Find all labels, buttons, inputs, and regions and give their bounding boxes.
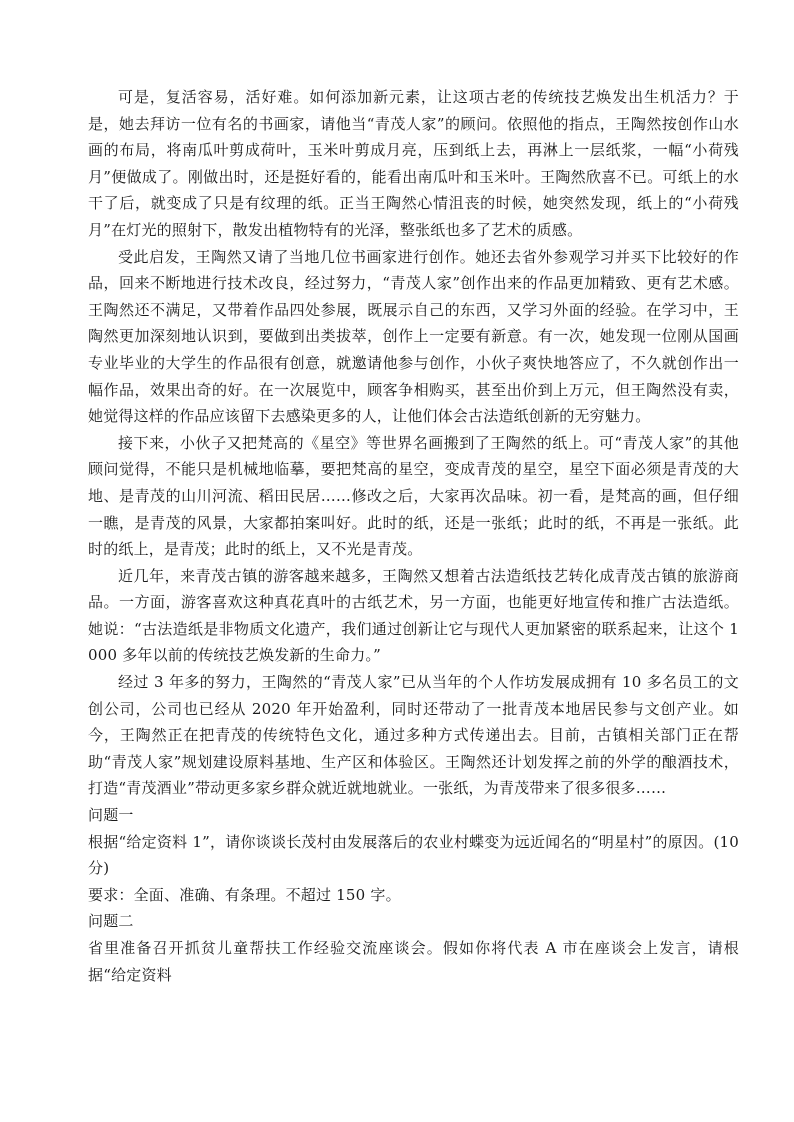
article-paragraph-4: 近几年，来青茂古镇的游客越来越多，王陶然又想着古法造纸技艺转化成青茂古镇的旅游商品。一方面，游客喜欢这种真花真叶的古纸艺术，另一方面，也能更好地宣传和推广古法造纸。她说：“古法造纸是非物质文化遗产，我们通过创新让它与现代人更加紧密的联系起来，让这个 1000 多年以前的传统技艺焕发新的生命力。” bbox=[88, 566, 739, 665]
article-paragraph-5: 经过 3 年多的努力，王陶然的“青茂人家”已从当年的个人作坊发展成拥有 10 多名员工的文创公司，公司也已经从 2020 年开始盈利，同时还带动了一批青茂本地居民参与文创产业。如今，王陶然正在把青茂的传统特色文化，通过多种方式传递出去。目前，古镇相关部门正在帮助“青茂人家”规划建设原料基地、生产区和体验区。王陶然还计划发挥之前的外学的酿酒技术，打造“青茂酒业”带动更多家乡群众就近就地就业。一张纸，为青茂带来了很多很多…… bbox=[88, 673, 739, 798]
question-1-label: 问题一 bbox=[88, 806, 134, 825]
question-2-text: 省里准备召开抓贫儿童帮扶工作经验交流座谈会。假如你将代表 A 市在座谈会上发言，请根据“给定资料 bbox=[88, 939, 739, 984]
question-1-requirement: 要求：全面、准确、有条理。不超过 150 字。 bbox=[88, 885, 401, 904]
article-paragraph-2: 受此启发，王陶然又请了当地几位书画家进行创作。她还去省外参观学习并买下比较好的作品，回来不断地进行技术改良，经过努力，“青茂人家”创作出来的作品更加精致、更有艺术感。王陶然还不满足，又带着作品四处参展，既展示自己的东西，又学习外面的经验。在学习中，王陶然更加深刻地认识到，要做到出类拔萃，创作上一定要有新意。有一次，她发现一位刚从国画专业毕业的大学生的作品很有创意，就邀请他参与创作，小伙子爽快地答应了，不久就创作出一幅作品，效果出奇的好。在一次展览中，顾客争相购买，甚至出价到上万元，但王陶然没有卖，她觉得这样的作品应该留下去感染更多的人，让他们体会古法造纸创新的无穷魅力。 bbox=[88, 247, 739, 426]
article-paragraph-1: 可是，复活容易，活好难。如何添加新元素，让这项古老的传统技艺焕发出生机活力？于是，她去拜访一位有名的书画家，请他当“青茂人家”的顾问。依照他的指点，王陶然按创作山水画的布局，将南瓜叶剪成荷叶，玉米叶剪成月亮，压到纸上去，再淋上一层纸浆，一幅“小荷残月”便做成了。刚做出时，还是挺好看的，能看出南瓜叶和玉米叶。王陶然欣喜不已。可纸上的水干了后，就变成了只是有纹理的纸。正当王陶然心情沮丧的时候，她突然发现，纸上的“小荷残月”在灯光的照射下，散发出植物特有的光泽，整张纸也多了艺术的质感。 bbox=[88, 88, 739, 239]
article-paragraph-3: 接下来，小伙子又把梵高的《星空》等世界名画搬到了王陶然的纸上。可“青茂人家”的其他顾问觉得，不能只是机械地临摹，要把梵高的星空，变成青茂的星空，星空下面必须是青茂的大地、是青茂的山川河流、稻田民居……修改之后，大家再次品味。初一看，是梵高的画，但仔细一瞧，是青茂的风景，大家都拍案叫好。此时的纸，还是一张纸；此时的纸，不再是一张纸。此时的纸上，是青茂；此时的纸上，又不光是青茂。 bbox=[88, 433, 739, 559]
document-page bbox=[88, 84, 739, 988]
question-1-text: 根据“给定资料 1”，请你谈谈长茂村由发展落后的农业村蝶变为远近闻名的“明星村”的原因。(10 分) bbox=[88, 832, 739, 878]
question-2-label: 问题二 bbox=[88, 912, 134, 931]
